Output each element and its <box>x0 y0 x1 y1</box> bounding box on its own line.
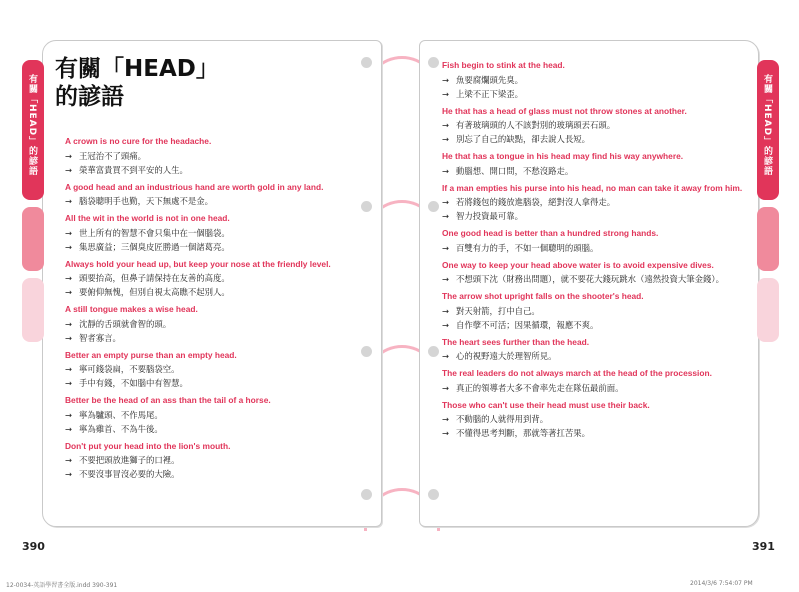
proverb-translation <box>442 195 752 209</box>
translation-text: 上梁不正下梁歪。 <box>456 88 523 99</box>
arrow-icon: → <box>442 134 450 144</box>
proverb-english: A crown is no cure for the headache. <box>65 136 212 146</box>
arrow-icon: → <box>442 382 450 393</box>
section-tab-active[interactable] <box>22 60 44 200</box>
proverb-translation <box>65 376 375 390</box>
proverb-entry <box>442 59 752 101</box>
proverb-english: A still tongue makes a wise head. <box>65 304 198 314</box>
proverb-translation <box>65 271 375 285</box>
proverb-translation <box>442 426 752 440</box>
left-page <box>42 40 382 527</box>
proverb-translation <box>442 87 752 101</box>
proverb-translation <box>65 362 375 376</box>
translation-text: 王冠治不了頭痛。 <box>79 150 146 161</box>
proverb-entry <box>442 290 752 332</box>
translation-text: 榮華富貴買不到平安的人生。 <box>79 164 188 175</box>
page-title <box>55 55 275 111</box>
binding-hole <box>428 489 439 500</box>
page-number-right: 391 <box>752 540 775 553</box>
proverb-translation <box>65 194 375 208</box>
proverb-entry <box>442 182 752 224</box>
translation-text: 手中有錢，不如腦中有智慧。 <box>79 378 188 388</box>
arrow-icon: → <box>442 197 450 207</box>
arrow-icon: → <box>442 414 450 424</box>
arrow-icon: → <box>442 74 450 85</box>
section-tab-active[interactable] <box>757 60 779 200</box>
proverb-translation <box>65 467 375 481</box>
right-page <box>419 40 759 527</box>
proverb-english: The heart sees further than the head. <box>442 336 590 347</box>
proverb-entry <box>65 440 375 482</box>
tab-label: 有關「HEAD」的諺語 <box>27 74 37 177</box>
proverb-translation <box>65 226 375 240</box>
proverb-translation <box>65 149 375 163</box>
proverb-translation <box>442 241 752 255</box>
proverb-translation <box>442 132 752 146</box>
proverb-english: Better an empty purse than an empty head. <box>65 349 237 360</box>
translation-text: 寧為雞首、不為牛後。 <box>79 423 163 434</box>
proverb-list <box>442 59 752 444</box>
arrow-icon: → <box>442 319 450 330</box>
proverb-entry <box>442 105 752 147</box>
proverb-entry <box>65 303 375 345</box>
binding-hole <box>428 201 439 212</box>
translation-text: 不動腦的人就得用到背。 <box>456 414 549 424</box>
arrow-icon: → <box>442 120 450 130</box>
arrow-icon: → <box>442 351 450 361</box>
section-tab[interactable] <box>22 278 44 342</box>
proverb-translation <box>65 422 375 436</box>
proverb-english: One good head is better than a hundred strong hands. <box>442 228 659 238</box>
section-tab[interactable] <box>757 278 779 342</box>
translation-text: 智者寡言。 <box>79 332 121 343</box>
translation-text: 腦袋聰明手也勤，天下無處不是金。 <box>79 196 213 206</box>
translation-text: 別忘了自己的缺點，卻去說人長短。 <box>456 134 590 144</box>
proverb-english: The real leaders do not always march at the head of the procession. <box>442 368 712 378</box>
proverb-entry <box>65 135 375 177</box>
proverb-translation <box>65 163 375 177</box>
proverb-english: He that has a head of glass must not throw stones at another. <box>442 105 687 116</box>
proverb-entry <box>442 150 752 178</box>
translation-text: 自作孽不可活；因果循環，報應不爽。 <box>456 319 599 330</box>
translation-text: 沈靜的舌頭就會智的頭。 <box>79 318 172 329</box>
proverb-translation <box>442 73 752 87</box>
proverb-english: Always hold your head up, but keep your nose at the friendly level. <box>65 258 331 269</box>
binding-hole <box>428 346 439 357</box>
translation-text: 集思廣益；三個臭皮匠勝過一個諸葛亮。 <box>79 241 230 252</box>
arrow-icon: → <box>65 164 73 175</box>
translation-text: 世上所有的智慧不會只集中在一個腦袋。 <box>79 227 230 238</box>
proverb-entry <box>442 259 752 287</box>
translation-text: 不懂得思考判斷，那就等著扛苦果。 <box>456 428 590 438</box>
proverb-entry <box>442 227 752 255</box>
section-tab[interactable] <box>22 207 44 271</box>
proverb-translation <box>442 164 752 178</box>
translation-text: 若將錢包的錢放進腦袋，絕對沒人拿得走。 <box>456 197 616 207</box>
proverb-entry <box>442 399 752 441</box>
proverb-english: The arrow shot upright falls on the shooter's head. <box>442 291 644 301</box>
translation-text: 要俯仰無愧，但別自視太高瞧不起別人。 <box>79 287 230 297</box>
proverb-translation <box>442 118 752 132</box>
arrow-icon: → <box>442 242 450 253</box>
translation-text: 動腦想、開口問，不愁沒路走。 <box>456 165 574 176</box>
proverb-translation <box>442 304 752 318</box>
proverb-entry <box>65 349 375 391</box>
tab-label: 有關「HEAD」的諺語 <box>762 74 772 177</box>
translation-text: 百雙有力的手，不如一個聰明的頭腦。 <box>456 242 599 253</box>
translation-text: 真正的領導者大多不會率先走在隊伍最前面。 <box>456 382 624 393</box>
proverb-entry <box>65 258 375 300</box>
binding-hole <box>361 201 372 212</box>
proverb-english: A good head and an industrious hand are worth gold in any land. <box>65 181 324 192</box>
proverb-translation <box>442 272 752 286</box>
binding-hole <box>361 489 372 500</box>
proverb-translation <box>65 317 375 331</box>
arrow-icon: → <box>65 378 73 388</box>
arrow-icon: → <box>65 150 73 161</box>
translation-text: 寧可錢袋扁，不要腦袋空。 <box>79 364 180 374</box>
arrow-icon: → <box>65 196 73 206</box>
translation-text: 智力投資最可靠。 <box>456 211 523 221</box>
arrow-icon: → <box>442 165 450 176</box>
proverb-entry <box>442 367 752 395</box>
arrow-icon: → <box>442 274 450 284</box>
binding-hole <box>361 57 372 68</box>
proverb-translation <box>65 331 375 345</box>
proverb-translation <box>442 412 752 426</box>
arrow-icon: → <box>65 318 73 329</box>
proverb-entry <box>65 394 375 436</box>
footer-right: 2014/3/6 7:54:07 PM <box>690 580 753 587</box>
binding-hole <box>361 346 372 357</box>
translation-text: 魚要腐爛頭先臭。 <box>456 74 523 85</box>
proverb-entry <box>65 212 375 254</box>
proverb-translation <box>442 349 752 363</box>
arrow-icon: → <box>65 287 73 297</box>
proverb-translation <box>65 453 375 467</box>
title-line-2: 的諺語 <box>55 84 124 110</box>
proverb-english: Those who can't use their head must use their back. <box>442 399 650 410</box>
arrow-icon: → <box>65 469 73 479</box>
arrow-icon: → <box>65 409 73 420</box>
proverb-english: Better be the head of an ass than the tail of a horse. <box>65 395 271 405</box>
proverb-translation <box>65 285 375 299</box>
arrow-icon: → <box>442 305 450 316</box>
proverb-translation <box>442 318 752 332</box>
proverb-entry <box>442 336 752 364</box>
arrow-icon: → <box>442 88 450 99</box>
translation-text: 心的視野遠大於理智所見。 <box>456 351 557 361</box>
translation-text: 不要把頭放進獅子的口裡。 <box>79 455 180 465</box>
page-number-left: 390 <box>22 540 45 553</box>
translation-text: 對天射箭，打中自己。 <box>456 305 540 316</box>
arrow-icon: → <box>65 241 73 252</box>
proverb-english: He that has a tongue in his head may find his way anywhere. <box>442 151 684 161</box>
proverb-english: One way to keep your head above water is to avoid expensive dives. <box>442 259 714 270</box>
proverb-translation <box>442 209 752 223</box>
proverb-english: All the wit in the world is not in one head. <box>65 213 230 223</box>
arrow-icon: → <box>65 273 73 283</box>
translation-text: 有著玻璃頭的人不該對別的玻璃頭丟石頭。 <box>456 120 616 130</box>
arrow-icon: → <box>442 428 450 438</box>
proverb-translation <box>65 240 375 254</box>
proverb-translation <box>442 381 752 395</box>
translation-text: 不想頭下沈（財務出問題），就不要花大錢玩跳水（遠然投資大筆金錢）。 <box>456 274 724 284</box>
arrow-icon: → <box>65 423 73 434</box>
section-tab[interactable] <box>757 207 779 271</box>
title-line-1: 有關「HEAD」 <box>55 56 219 82</box>
proverb-english: If a man empties his purse into his head, no man can take it away from him. <box>442 182 743 193</box>
proverb-english: Fish begin to stink at the head. <box>442 60 565 70</box>
arrow-icon: → <box>65 227 73 238</box>
translation-text: 頭要抬高，但鼻子請保持在友善的高度。 <box>79 273 230 283</box>
arrow-icon: → <box>65 364 73 374</box>
translation-text: 寧為驢頭、不作馬尾。 <box>79 409 163 420</box>
proverb-entry <box>65 181 375 209</box>
proverb-translation <box>65 408 375 422</box>
binding-hole <box>428 57 439 68</box>
arrow-icon: → <box>442 211 450 221</box>
translation-text: 不要沒事冒沒必要的大險。 <box>79 469 180 479</box>
arrow-icon: → <box>65 455 73 465</box>
proverb-english: Don't put your head into the lion's mouth. <box>65 440 231 451</box>
arrow-icon: → <box>65 332 73 343</box>
footer-left: 12-0034-英語學習書全版.indd 390-391 <box>6 582 118 589</box>
proverb-list <box>65 135 375 485</box>
